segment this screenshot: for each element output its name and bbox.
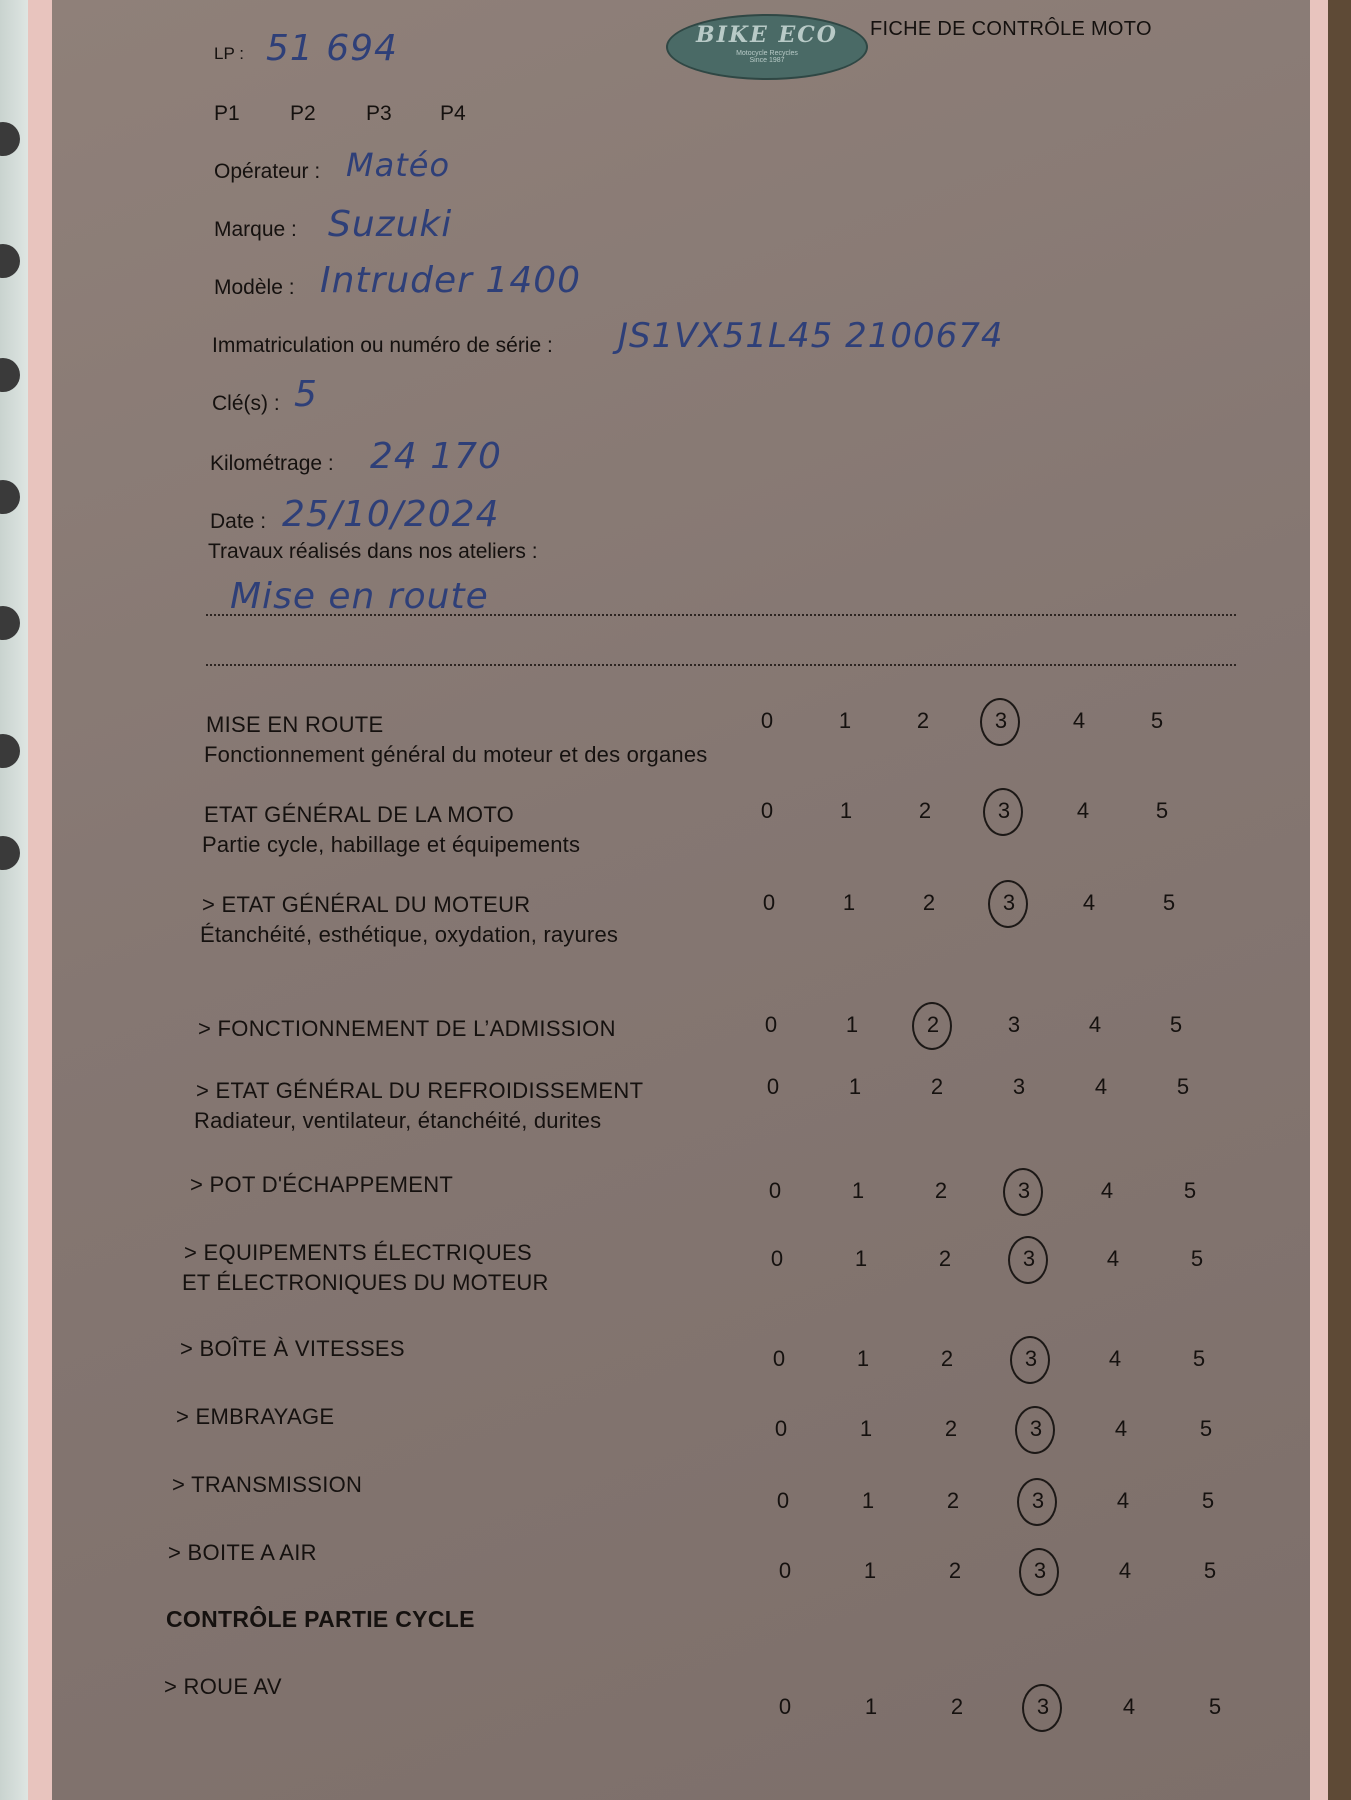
rating-row [52, 1240, 1310, 1300]
operateur-value[interactable]: Matéo [346, 146, 451, 184]
score-option-2[interactable]: 2 [934, 1178, 948, 1203]
rating-title: > TRANSMISSION [172, 1472, 363, 1497]
score-option-1[interactable]: 1 [864, 1694, 878, 1719]
score-option-3[interactable]: 3 [1028, 1694, 1058, 1720]
logo-name: BIKE ECO [696, 22, 838, 48]
kilometrage-label: Kilométrage : [210, 452, 334, 475]
inspection-form [52, 0, 1310, 1800]
score-option-5[interactable]: 5 [1201, 1488, 1215, 1513]
score-option-0[interactable]: 0 [772, 1346, 786, 1371]
rating-title: > BOÎTE À VITESSES [180, 1336, 405, 1361]
marque-label: Marque : [214, 218, 297, 241]
score-option-5[interactable]: 5 [1203, 1558, 1217, 1583]
rating-row [52, 708, 1310, 772]
score-option-5[interactable]: 5 [1150, 708, 1164, 733]
position-p2: P2 [290, 102, 316, 125]
rating-subtitle: Fonctionnement général du moteur et des organes [204, 742, 708, 767]
score-option-5[interactable]: 5 [1190, 1246, 1204, 1271]
position-p1: P1 [214, 102, 240, 125]
operateur-label: Opérateur : [214, 160, 321, 183]
binder-hole [0, 734, 20, 768]
score-option-1[interactable]: 1 [839, 798, 853, 823]
score-option-2[interactable]: 2 [946, 1488, 960, 1513]
rating-row [52, 798, 1310, 862]
score-option-4[interactable]: 4 [1114, 1416, 1128, 1441]
score-option-1[interactable]: 1 [851, 1178, 865, 1203]
rating-subtitle: Radiateur, ventilateur, étanchéité, durites [194, 1108, 602, 1133]
score-option-5[interactable]: 5 [1208, 1694, 1222, 1719]
score-option-4[interactable]: 4 [1100, 1178, 1114, 1203]
score-option-0[interactable]: 0 [770, 1246, 784, 1271]
score-option-0[interactable]: 0 [778, 1694, 792, 1719]
score-option-3[interactable]: 3 [1009, 1178, 1039, 1204]
marque-value[interactable]: Suzuki [328, 204, 453, 245]
score-option-2[interactable]: 2 [944, 1416, 958, 1441]
score-option-2[interactable]: 2 [938, 1246, 952, 1271]
section-partie-cycle: CONTRÔLE PARTIE CYCLE [166, 1606, 475, 1632]
cles-value[interactable]: 5 [294, 374, 318, 415]
score-option-4[interactable]: 4 [1118, 1558, 1132, 1583]
modele-value[interactable]: Intruder 1400 [320, 260, 582, 301]
score-option-1[interactable]: 1 [854, 1246, 868, 1271]
score-option-3[interactable]: 3 [1025, 1558, 1055, 1584]
score-option-4[interactable]: 4 [1116, 1488, 1130, 1513]
score-option-0[interactable]: 0 [776, 1488, 790, 1513]
score-option-3[interactable]: 3 [1016, 1346, 1046, 1372]
score-option-5[interactable]: 5 [1169, 1012, 1183, 1037]
score-option-3[interactable]: 3 [994, 890, 1024, 916]
rating-title: MISE EN ROUTE [206, 712, 384, 737]
binder-hole [0, 606, 20, 640]
rating-title: > FONCTIONNEMENT DE L’ADMISSION [198, 1016, 616, 1041]
score-option-3[interactable]: 3 [986, 708, 1016, 734]
binder-hole [0, 122, 20, 156]
score-option-4[interactable]: 4 [1088, 1012, 1102, 1037]
score-option-2[interactable]: 2 [916, 708, 930, 733]
binder-hole [0, 244, 20, 278]
rating-row [52, 1012, 1310, 1076]
score-option-1[interactable]: 1 [845, 1012, 859, 1037]
logo-tagline: Motocycle Recycles [736, 50, 798, 57]
logo-year: Since 1987 [749, 57, 785, 64]
score-option-3[interactable]: 3 [1007, 1012, 1021, 1037]
rating-title: ETAT GÉNÉRAL DE LA MOTO [204, 802, 515, 827]
lp-label: LP : [214, 44, 244, 63]
score-option-3[interactable]: 3 [989, 798, 1019, 824]
binder-hole [0, 358, 20, 392]
date-label: Date : [210, 510, 267, 533]
form-title: FICHE DE CONTRÔLE MOTO [870, 18, 1152, 40]
score-option-3[interactable]: 3 [1023, 1488, 1053, 1514]
rating-row [52, 1674, 1310, 1734]
lp-value[interactable]: 51 694 [266, 28, 398, 69]
kilometrage-value[interactable]: 24 170 [370, 436, 502, 477]
score-option-3[interactable]: 3 [1021, 1416, 1051, 1442]
rating-row [52, 1540, 1310, 1600]
score-option-4[interactable]: 4 [1094, 1074, 1108, 1099]
score-option-1[interactable]: 1 [856, 1346, 870, 1371]
score-option-1[interactable]: 1 [838, 708, 852, 733]
score-option-3[interactable]: 3 [1012, 1074, 1026, 1099]
score-option-0[interactable]: 0 [774, 1416, 788, 1441]
score-option-2[interactable]: 2 [950, 1694, 964, 1719]
score-option-5[interactable]: 5 [1155, 798, 1169, 823]
date-value[interactable]: 25/10/2024 [282, 494, 500, 535]
score-option-4[interactable]: 4 [1108, 1346, 1122, 1371]
score-option-1[interactable]: 1 [842, 890, 856, 915]
company-logo [666, 14, 868, 80]
travaux-value[interactable]: Mise en route [230, 576, 489, 617]
rating-title: > BOITE A AIR [168, 1540, 317, 1565]
position-p4: P4 [440, 102, 466, 125]
score-option-3[interactable]: 3 [1014, 1246, 1044, 1272]
score-option-1[interactable]: 1 [863, 1558, 877, 1583]
score-option-0[interactable]: 0 [760, 798, 774, 823]
modele-label: Modèle : [214, 276, 295, 299]
score-option-0[interactable]: 0 [778, 1558, 792, 1583]
score-option-4[interactable]: 4 [1076, 798, 1090, 823]
rating-row [52, 1336, 1310, 1396]
score-option-5[interactable]: 5 [1176, 1074, 1190, 1099]
cles-label: Clé(s) : [212, 392, 280, 415]
score-option-2[interactable]: 2 [922, 890, 936, 915]
score-option-5[interactable]: 5 [1192, 1346, 1206, 1371]
score-option-1[interactable]: 1 [848, 1074, 862, 1099]
rating-title: > EMBRAYAGE [176, 1404, 335, 1429]
score-option-0[interactable]: 0 [764, 1012, 778, 1037]
score-option-2[interactable]: 2 [930, 1074, 944, 1099]
score-option-2[interactable]: 2 [918, 1012, 948, 1038]
score-option-0[interactable]: 0 [762, 890, 776, 915]
immatriculation-value[interactable]: JS1VX51L45 2100674 [618, 316, 1004, 356]
score-option-0[interactable]: 0 [766, 1074, 780, 1099]
travaux-line-1 [206, 614, 1236, 616]
score-option-2[interactable]: 2 [948, 1558, 962, 1583]
rating-title: > ROUE AV [164, 1674, 282, 1699]
rating-subtitle: Étanchéité, esthétique, oxydation, rayures [200, 922, 619, 947]
score-option-2[interactable]: 2 [918, 798, 932, 823]
rating-title: > ETAT GÉNÉRAL DU MOTEUR [202, 892, 531, 917]
score-option-0[interactable]: 0 [768, 1178, 782, 1203]
rating-row [52, 892, 1310, 952]
score-option-5[interactable]: 5 [1199, 1416, 1213, 1441]
rating-title: > ETAT GÉNÉRAL DU REFROIDISSEMENT [196, 1078, 644, 1103]
rating-title: > EQUIPEMENTS ÉLECTRIQUES [184, 1240, 532, 1265]
score-option-5[interactable]: 5 [1162, 890, 1176, 915]
score-option-1[interactable]: 1 [859, 1416, 873, 1441]
rating-row [52, 1404, 1310, 1464]
position-p3: P3 [366, 102, 392, 125]
rating-subtitle: Partie cycle, habillage et équipements [202, 832, 581, 857]
rating-row [52, 1472, 1310, 1532]
travaux-label: Travaux réalisés dans nos ateliers : [208, 540, 538, 563]
score-option-4[interactable]: 4 [1122, 1694, 1136, 1719]
binder-hole [0, 836, 20, 870]
score-option-4[interactable]: 4 [1072, 708, 1086, 733]
rating-subtitle: ET ÉLECTRONIQUES DU MOTEUR [182, 1270, 549, 1295]
rating-row [52, 1172, 1310, 1232]
rating-title: > POT D'ÉCHAPPEMENT [190, 1172, 454, 1197]
binder-hole [0, 480, 20, 514]
score-option-0[interactable]: 0 [760, 708, 774, 733]
score-option-4[interactable]: 4 [1106, 1246, 1120, 1271]
score-option-4[interactable]: 4 [1082, 890, 1096, 915]
score-option-1[interactable]: 1 [861, 1488, 875, 1513]
score-option-5[interactable]: 5 [1183, 1178, 1197, 1203]
immatriculation-label: Immatriculation ou numéro de série : [212, 334, 553, 357]
travaux-line-2 [206, 664, 1236, 666]
score-option-2[interactable]: 2 [940, 1346, 954, 1371]
rating-row [52, 1074, 1310, 1138]
